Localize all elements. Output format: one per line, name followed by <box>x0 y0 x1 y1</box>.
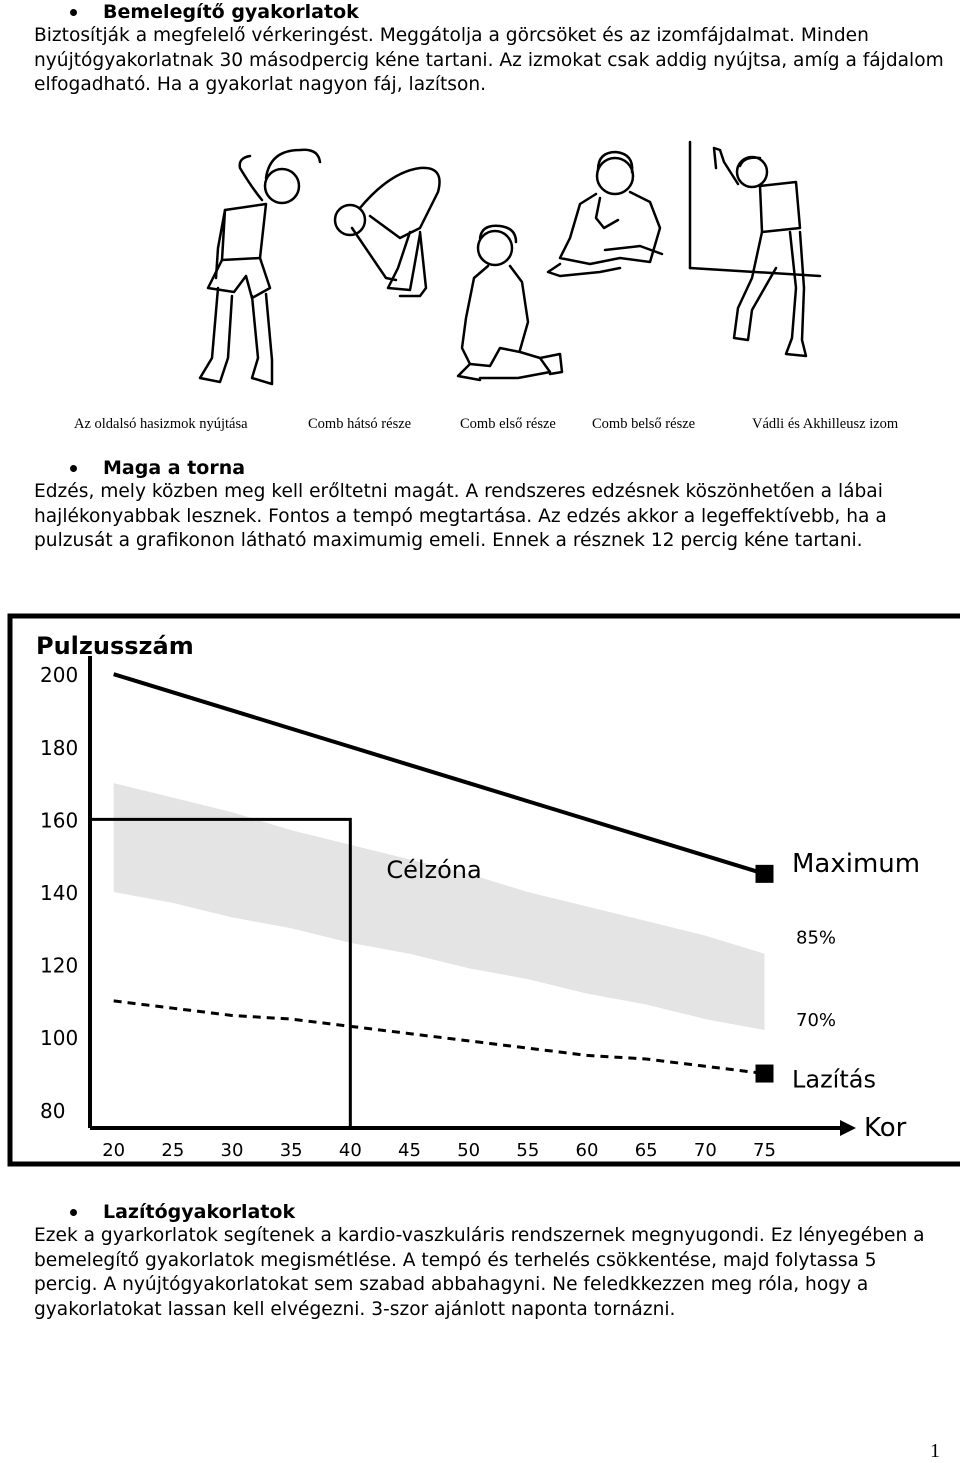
figure-captions <box>0 416 960 436</box>
section-text: Edzés, mely közben meg kell erőltetni magát. A rendszeres edzésnek köszönhetően a lábai hajlékonyabbak lesznek. Fontos a tempó megtartása. Az edzés akkor a legeffektívebb, ha a pulzusát a grafikonon látható maximumig emeli. Ennek a résznek 12 percig kéne tartani. <box>34 481 887 551</box>
y-tick-label: 80 <box>40 1098 66 1123</box>
x-tick-label: 40 <box>338 1140 362 1161</box>
bullet-icon <box>70 1209 77 1216</box>
marker-lazitas <box>756 1065 774 1083</box>
x-tick-label: 75 <box>753 1140 776 1161</box>
section-heading: Maga a torna <box>103 457 246 479</box>
x-tick-label: 35 <box>279 1140 303 1161</box>
zone-label: Célzóna <box>386 855 482 884</box>
x-tick-label: 70 <box>693 1140 717 1161</box>
caption-calf-achilles: Vádli és Akhilleusz izom <box>752 416 899 432</box>
marker-maximum <box>756 865 774 883</box>
section-heading: Bemelegítő gyakorlatok <box>103 1 359 23</box>
x-tick-label: 20 <box>102 1140 126 1161</box>
x-tick-label: 55 <box>516 1140 540 1161</box>
bullet-icon <box>70 9 77 16</box>
figure-side-stretch <box>200 150 320 384</box>
x-tick-label: 25 <box>161 1140 185 1161</box>
page-number: 1 <box>930 1440 940 1462</box>
y-tick-label: 160 <box>40 808 79 833</box>
figure-seated-butterfly <box>548 152 662 276</box>
caption-hamstring: Comb hátsó része <box>308 416 412 432</box>
y-tick-label: 100 <box>40 1026 79 1051</box>
figure-kneeling <box>458 226 562 380</box>
x-tick-label: 65 <box>634 1140 658 1161</box>
caption-inner-thigh: Comb belső része <box>592 416 696 432</box>
legend-maximum: Maximum <box>792 848 921 879</box>
bullet-icon <box>70 465 77 472</box>
stretching-figures-illustration <box>0 128 960 390</box>
x-tick-label: 30 <box>220 1140 244 1161</box>
x-tick-label: 50 <box>457 1140 481 1161</box>
y-tick-label: 180 <box>40 735 79 760</box>
figure-calf-stretch <box>690 142 820 356</box>
section-cooldown <box>34 1200 944 1322</box>
x-tick-label: 45 <box>398 1140 421 1161</box>
section-workout <box>34 456 944 554</box>
section-text: Ezek a gyarkorlatok segítenek a kardio-vaszkuláris rendszernek megnyugondi. Ez lényegében a bemelegítő gyakorlatok megismétlése. A tempó és terhelés csökkentése, majd folytassa 5 percig. A nyújtógyakorlatokat sem szabad abbahagyni. Ne feledkkezzen meg róla, hogy a gyakorlatokat lassan kell elvégezni. 3-szor ajánlott naponta tornázni. <box>34 1225 925 1320</box>
y-tick-label: 120 <box>40 953 79 978</box>
figure-forward-bend <box>335 168 440 296</box>
y-axis-label: Pulzusszám <box>36 632 194 660</box>
x-tick-label: 60 <box>575 1140 599 1161</box>
caption-quadriceps: Comb első része <box>460 416 556 432</box>
section-heading: Lazítógyakorlatok <box>103 1201 296 1223</box>
legend-70: 70% <box>796 1009 837 1031</box>
y-tick-label: 140 <box>40 881 79 905</box>
x-axis-label: Kor <box>864 1113 907 1143</box>
legend-85: 85% <box>796 927 837 949</box>
heart-rate-chart <box>0 608 960 1168</box>
section-warmup <box>34 0 944 98</box>
legend-lazitas: Lazítás <box>792 1065 876 1094</box>
caption-side-abs: Az oldalsó hasizmok nyújtása <box>74 416 248 432</box>
section-text: Biztosítják a megfelelő vérkeringést. Meggátolja a görcsöket és az izomfájdalmat. Minden nyújtógyakorlatnak 30 másodpercig kéne tartani. Az izmokat csak addig nyújtsa, amíg a fájdalom elfogadható. Ha a gyakorlat nagyon fáj, lazítson. <box>34 25 944 95</box>
y-tick-label: 200 <box>40 663 79 688</box>
